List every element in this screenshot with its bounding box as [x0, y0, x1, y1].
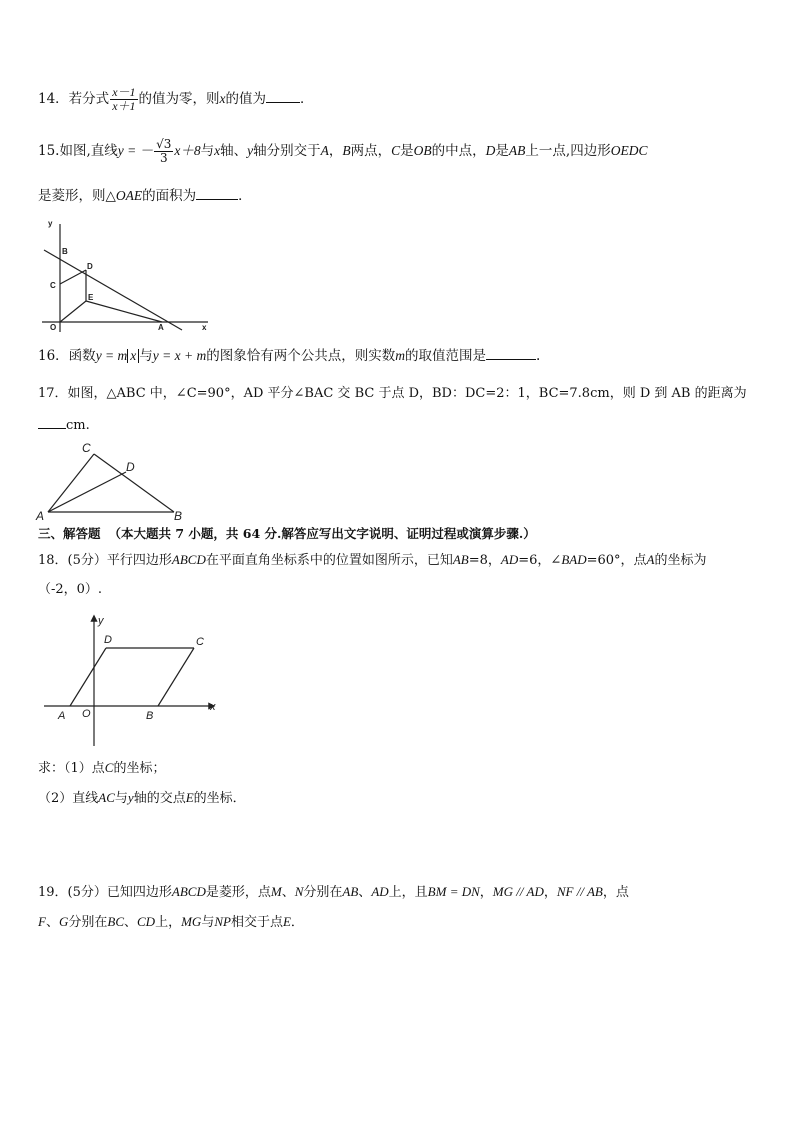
- q15-label-B: B: [62, 247, 68, 256]
- q15-fraction: [154, 138, 173, 165]
- section3-title: 三、解答题: [38, 526, 101, 541]
- q17-label-C: C: [82, 441, 91, 455]
- q15-label-y: y: [48, 219, 53, 228]
- q19-line2: [38, 912, 304, 933]
- q18-ask1C: C: [104, 760, 114, 775]
- q16-number: 16．函数: [38, 348, 96, 364]
- q19-l2g: ．: [290, 915, 304, 930]
- q19-AB: AB: [342, 884, 359, 899]
- q16-eq2: y = x + m: [152, 348, 207, 363]
- q18-label-C: C: [196, 636, 204, 648]
- q14-fraction: [110, 86, 137, 113]
- q14-text-mid: 的值为零，则: [138, 91, 220, 107]
- q18-label-D: D: [104, 634, 112, 646]
- q15-t9: 上一点,四边形: [525, 143, 611, 159]
- q14-frac-num: x－1: [112, 85, 136, 99]
- q15-label-O: O: [50, 323, 57, 332]
- q19-l1b: 是菱形，点: [205, 885, 271, 900]
- q15-t8: 是: [495, 143, 509, 159]
- q19-l2d: 上，: [155, 915, 182, 930]
- q18-side-CB: [158, 648, 194, 706]
- q18-line1: [38, 550, 707, 571]
- q17-label-D: D: [126, 460, 135, 474]
- q15-t6: 是: [400, 143, 414, 159]
- q19-l1h: ，: [543, 885, 557, 900]
- q17-line2: [38, 416, 90, 436]
- q18-label-O: O: [82, 708, 91, 720]
- section3-note: （本大题共 7 小题，共 64 分.解答应写出文字说明、证明过程或演算步骤.）: [108, 526, 536, 541]
- q19-N: N: [294, 884, 304, 899]
- q18-side-AD: [70, 648, 106, 706]
- q15-segment-OE: [60, 301, 86, 322]
- q16-line: [38, 346, 540, 366]
- q17-text: 17．如图，△ABC 中，∠C=90°，AD 平分∠BAC 交 BC 于点 D，BD：DC=2：1，BC=7.8cm，则 D 到 AB 的距离为: [38, 386, 747, 401]
- q15-label-E: E: [88, 293, 94, 302]
- q19-F: F: [38, 914, 46, 929]
- q19-l1f: 上，且: [388, 885, 428, 900]
- q18-ask1b: 的坐标；: [113, 761, 166, 776]
- q18-label-x: x: [210, 701, 216, 713]
- q19-l2b: 分别在: [68, 915, 108, 930]
- q17-label-A: A: [36, 509, 45, 522]
- q16-end: .: [536, 348, 541, 364]
- q18-BAD: BAD: [561, 552, 587, 567]
- q17-segment-AD: [48, 472, 126, 512]
- q16-t1: 与: [139, 348, 153, 364]
- q16-answer-blank[interactable]: [486, 347, 536, 360]
- q18-line2: [38, 580, 102, 600]
- q17-answer-blank[interactable]: [38, 416, 66, 429]
- q18-eq2: =6，∠: [518, 553, 562, 568]
- q19-BC: BC: [107, 914, 124, 929]
- q19-MG: MG: [181, 914, 202, 929]
- q18-coordinate: （-2，0）.: [38, 582, 103, 597]
- q19-CD: CD: [137, 914, 156, 929]
- q15-frac-den: 3: [159, 151, 168, 165]
- q15-y: y: [247, 143, 254, 158]
- q16-m: m: [395, 348, 405, 363]
- q18-number: 18．(5分）平行四边形: [38, 553, 172, 568]
- q19-l2e: 与: [201, 915, 215, 930]
- q19-M: M: [270, 884, 282, 899]
- q18-ask1a: 求：（1）点: [38, 761, 105, 776]
- q15-frac-num: √3: [156, 137, 172, 151]
- q19-line1: [38, 882, 629, 903]
- q14-frac-den: x＋1: [112, 99, 136, 113]
- q15-line2a: 是菱形，则: [38, 188, 106, 204]
- q18-AD: AD: [500, 552, 519, 567]
- q15-segment-CD: [60, 270, 86, 284]
- q15-label-D: D: [87, 262, 93, 271]
- q19-l2a: 、: [45, 915, 59, 930]
- q18-eq3: =60°，点: [586, 553, 647, 568]
- q18-text: 在平面直角坐标系中的位置如图所示，已知: [205, 553, 453, 568]
- q15-t3: 轴分别交于: [253, 143, 321, 159]
- q14-var: x: [219, 91, 226, 106]
- q15-figure: [38, 214, 216, 334]
- q19-eq3: NF // AB: [556, 884, 603, 899]
- q19-l2c: 、: [124, 915, 138, 930]
- q15-C: C: [391, 143, 401, 158]
- q15-eq-y: y = －: [117, 143, 154, 158]
- q19-number: 19．(5分）已知四边形: [38, 885, 172, 900]
- q17-line1: [38, 384, 747, 404]
- q16-t3: 的取值范围是: [405, 348, 486, 364]
- q15-label-C: C: [50, 281, 56, 290]
- q18-ask2y: y: [127, 790, 134, 805]
- q18-label-B: B: [146, 710, 154, 722]
- q18-A: A: [646, 552, 655, 567]
- q18-label-y: y: [98, 615, 104, 627]
- q18-ask2a: （2）直线: [38, 791, 99, 806]
- q15-line1: [38, 138, 647, 165]
- q15-t1: 与: [200, 143, 215, 159]
- q19-l1i: ，点: [602, 885, 629, 900]
- q19-l1c: 、: [281, 885, 295, 900]
- q15-OEDC: OEDC: [610, 143, 648, 158]
- q14-text: 14．若分式: [38, 91, 110, 107]
- q15-triangle: △OAE: [105, 188, 143, 203]
- q19-AD: AD: [371, 884, 389, 899]
- q15-line2: [38, 186, 252, 206]
- q18-ABCD: ABCD: [171, 552, 206, 567]
- q18-ask2AC: AC: [98, 790, 115, 805]
- q15-t2: 轴、: [220, 143, 248, 159]
- q15-line2b: 的面积为: [142, 188, 197, 204]
- q15-A: A: [320, 143, 329, 158]
- q15-number: 15.如图,直线: [38, 143, 118, 159]
- q19-eq1: BM = DN: [427, 884, 480, 899]
- q16-eq1a: y = m: [95, 348, 128, 363]
- q19-G: G: [58, 914, 69, 929]
- q15-t4: ，: [328, 143, 343, 159]
- q14-end: ．: [300, 91, 314, 107]
- q18-AB: AB: [452, 552, 469, 567]
- q19-NP: NP: [214, 914, 231, 929]
- q15-t5: 两点，: [350, 143, 392, 159]
- q18-eq1: =8，: [468, 553, 501, 568]
- q15-label-x: x: [202, 323, 207, 332]
- q14-answer-blank[interactable]: [266, 90, 300, 103]
- q15-answer-blank[interactable]: [196, 187, 238, 200]
- q18-text-c: 的坐标为: [654, 553, 707, 568]
- q19-l1e: 、: [358, 885, 372, 900]
- q19-E: E: [282, 914, 291, 929]
- section3-heading: [38, 524, 536, 544]
- q17-figure: [34, 438, 190, 522]
- q18-ask2d: 的坐标．: [193, 791, 246, 806]
- q14-line: [38, 86, 314, 113]
- q19-eq2: MG // AD: [492, 884, 544, 899]
- q15-x: x: [214, 143, 221, 158]
- q15-t7: 的中点，: [431, 143, 486, 159]
- q17-label-B: B: [174, 509, 183, 522]
- q18-ask1: [38, 758, 165, 779]
- q15-B: B: [342, 143, 351, 158]
- q15-OB: OB: [413, 143, 432, 158]
- q18-ask2b: 与: [114, 791, 128, 806]
- q15-label-A: A: [158, 323, 164, 332]
- q15-end: ．: [238, 188, 252, 204]
- q18-ask2E: E: [185, 790, 194, 805]
- q15-AB: AB: [508, 143, 526, 158]
- q18-ask2c: 轴的交点: [133, 791, 186, 806]
- q19-ABCD: ABCD: [171, 884, 206, 899]
- q15-D: D: [485, 143, 496, 158]
- q18-ask2: [38, 788, 246, 809]
- q19-l1d: 分别在: [303, 885, 343, 900]
- q16-t2: 的图象恰有两个公共点，则实数: [206, 348, 396, 364]
- q18-figure: [40, 612, 220, 748]
- q17-unit: cm.: [66, 418, 90, 433]
- q19-l1g: ，: [479, 885, 493, 900]
- q18-label-A: A: [58, 710, 66, 722]
- q16-abs-x: x: [127, 349, 139, 363]
- q19-l2f: 相交于点: [230, 915, 283, 930]
- q17-side-AC: [48, 454, 94, 512]
- q15-eq-rest: x＋8: [174, 143, 201, 158]
- q14-text-tail: 的值为: [225, 91, 267, 107]
